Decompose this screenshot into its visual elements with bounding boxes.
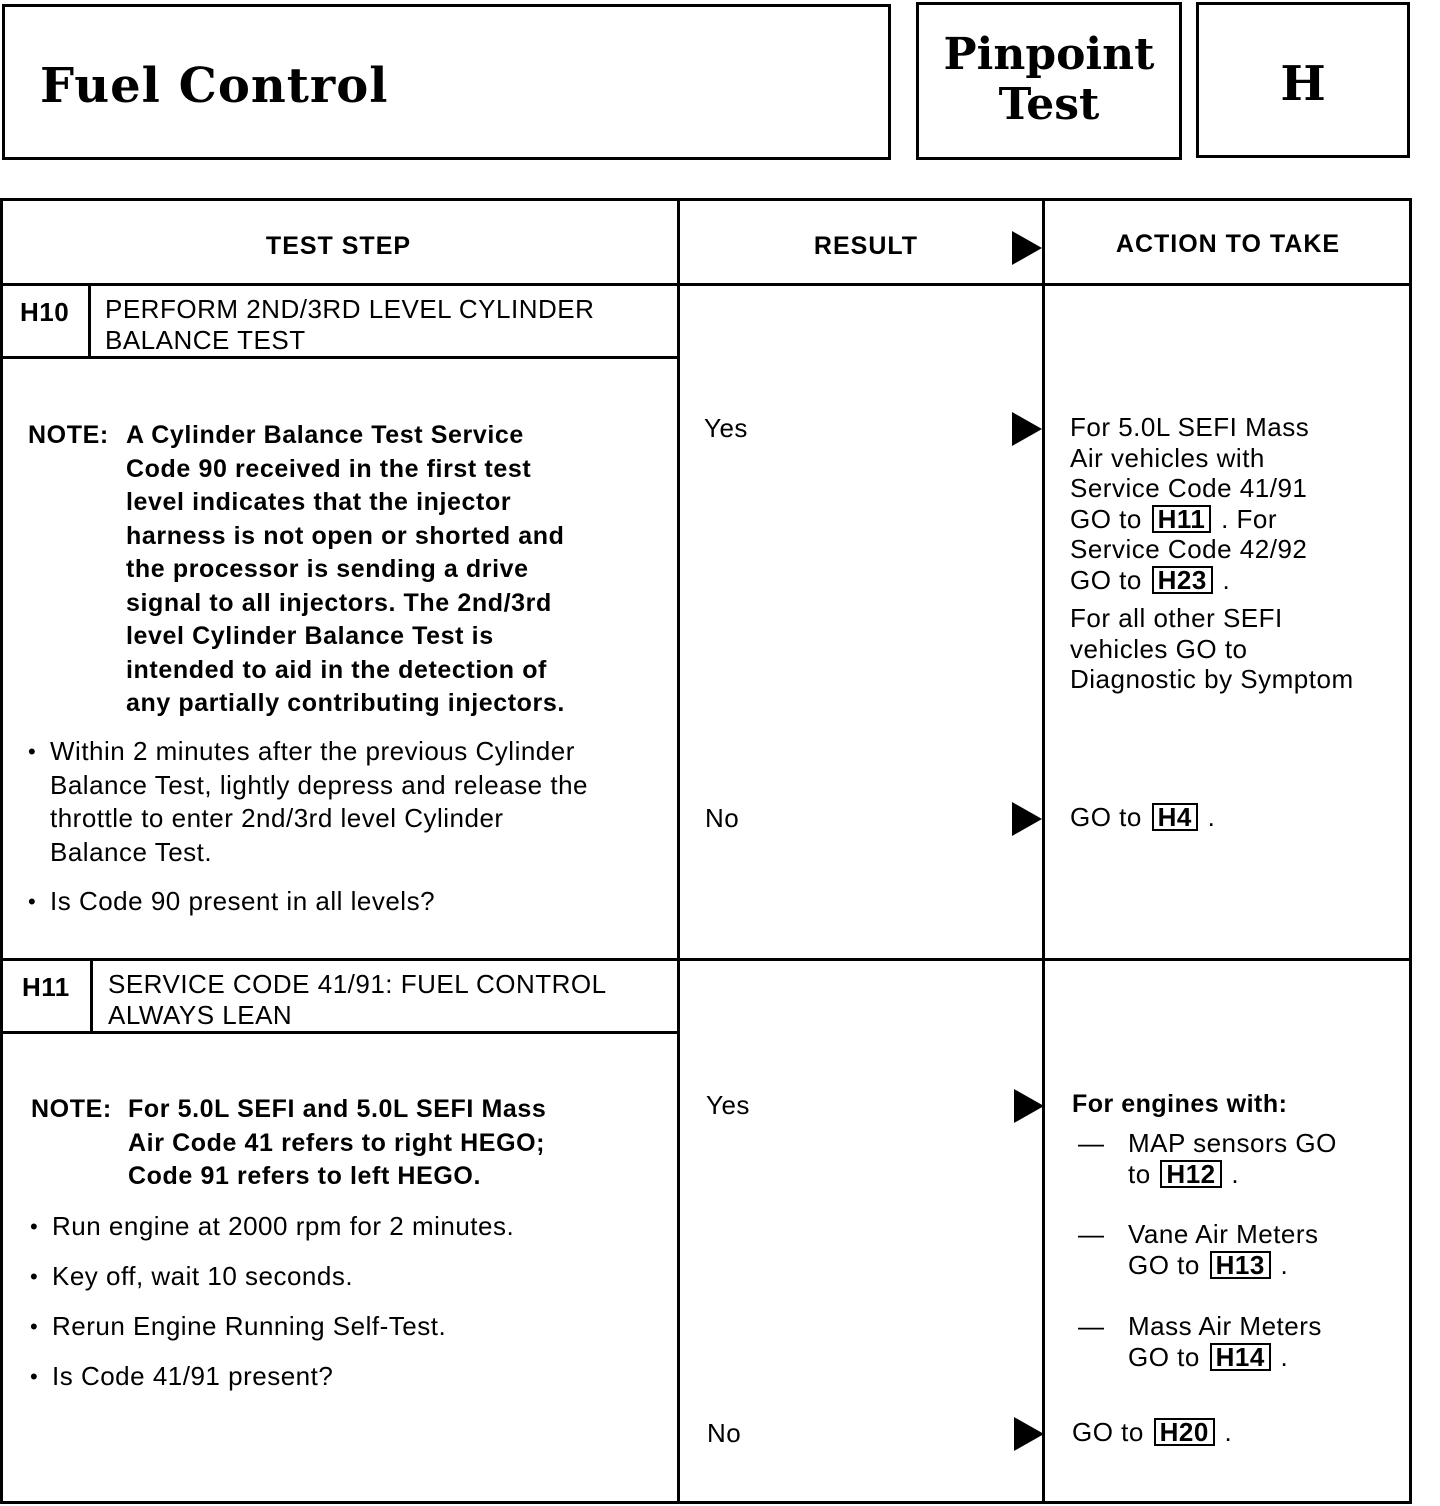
column-header-action: ACTION TO TAKE [1115, 230, 1341, 258]
h10-bullet-2-text: Is Code 90 present in all levels? [50, 886, 436, 916]
h10-yes-action-line: vehicles GO to [1070, 633, 1248, 664]
period-text: . [1222, 564, 1231, 595]
h10-note-text [126, 419, 565, 721]
go-to-text: GO to [1070, 564, 1142, 595]
h10-note-line: harness is not open or shorted and [126, 521, 565, 550]
h11-yes-action-item2 [1128, 1219, 1319, 1280]
h10-yes-action-line [1070, 565, 1354, 596]
bullet-icon: • [30, 1214, 39, 1239]
h11-yes-item3-line: Mass Air Meters [1128, 1311, 1322, 1341]
period-text: . [1231, 1158, 1240, 1189]
h11-yes-item3-line [1128, 1342, 1322, 1373]
header-arrow-icon [1012, 231, 1042, 265]
h11-yes-action-item3 [1128, 1311, 1322, 1372]
h11-bullet-text: Run engine at 2000 rpm for 2 minutes. [52, 1211, 515, 1241]
h11-title-line1: SERVICE CODE 41/91: FUEL CONTROL [108, 969, 607, 999]
dash-icon: — [1078, 1128, 1104, 1158]
h11-bullet-text: Rerun Engine Running Self-Test. [52, 1311, 447, 1341]
step-ref-h23[interactable]: H23 [1152, 566, 1213, 594]
dash-icon: — [1078, 1311, 1104, 1341]
bullet-icon: • [30, 1314, 39, 1339]
period-text: . [1280, 1341, 1289, 1372]
step-id-h10: H10 [20, 297, 70, 327]
h10-title-line2: BALANCE TEST [105, 325, 306, 355]
step-ref-h4[interactable]: H4 [1152, 803, 1198, 831]
h11-result-no: No [707, 1418, 742, 1448]
go-to-text: GO to [1128, 1249, 1200, 1280]
h10-yes-arrow-icon [1012, 412, 1042, 446]
h11-yes-item2-line: Vane Air Meters [1128, 1219, 1319, 1249]
h11-no-action [1072, 1417, 1232, 1448]
h10-yes-action-line: For all other SEFI [1070, 603, 1283, 633]
h10-note-line: Code 90 received in the first test [126, 454, 532, 483]
go-to-text: GO to [1128, 1341, 1200, 1372]
column-header-result: RESULT [813, 232, 919, 260]
h11-no-arrow-icon [1014, 1417, 1044, 1451]
h10-note-label: NOTE: [28, 421, 109, 449]
dash-icon: — [1078, 1219, 1104, 1249]
bullet-icon: • [30, 1364, 39, 1389]
h10-id-divider [88, 285, 91, 358]
col-divider-1 [677, 200, 680, 1502]
h11-bullet-text: Is Code 41/91 present? [52, 1361, 334, 1391]
for-text: . For [1221, 503, 1278, 534]
h11-note-line: For 5.0L SEFI and 5.0L SEFI Mass [128, 1095, 547, 1123]
h10-note-line: any partially contributing injectors. [126, 689, 565, 717]
h10-title-divider [2, 356, 677, 359]
h11-bullet [30, 1210, 515, 1244]
section-divider [2, 958, 1410, 961]
h10-bullet-1-line: Balance Test, lightly depress and release the [50, 769, 589, 800]
h11-bullet-text: Key off, wait 10 seconds. [52, 1261, 354, 1291]
h11-yes-item1-line: MAP sensors GO [1128, 1128, 1337, 1158]
pinpoint-label-line2: Test [998, 79, 1100, 130]
h10-result-yes: Yes [704, 413, 748, 443]
h10-bullet-1-line: Within 2 minutes after the previous Cylinder [50, 736, 575, 766]
h10-no-action [1070, 802, 1215, 833]
h10-bullet-1-line: Balance Test. [50, 836, 213, 867]
h11-bullet [30, 1260, 354, 1294]
h10-yes-action-line: Diagnostic by Symptom [1070, 664, 1354, 694]
h11-title-line2: ALWAYS LEAN [108, 1000, 293, 1030]
h11-title-divider [2, 1031, 677, 1034]
go-to-text: GO to [1070, 802, 1142, 832]
page-title: Fuel Control [40, 58, 389, 114]
h10-yes-action-line: For 5.0L SEFI Mass [1070, 412, 1310, 442]
go-to-text: GO to [1070, 503, 1142, 534]
header-row-divider [2, 283, 1410, 286]
pinpoint-test-label [916, 30, 1182, 130]
h11-note-line: Air Code 41 refers to right HEGO; [128, 1128, 546, 1157]
h11-bullet [30, 1310, 447, 1344]
step-ref-h20[interactable]: H20 [1154, 1418, 1215, 1446]
h10-note-line: the processor is sending a drive [126, 555, 529, 583]
h10-result-no: No [705, 803, 740, 833]
period-text: . [1224, 1417, 1233, 1447]
h11-yes-action-heading: For engines with: [1072, 1090, 1288, 1118]
h10-title-line1: PERFORM 2ND/3RD LEVEL CYLINDER [105, 294, 595, 324]
column-header-test-step: TEST STEP [265, 232, 412, 260]
bullet-icon: • [30, 1264, 39, 1289]
step-ref-h13[interactable]: H13 [1210, 1251, 1271, 1279]
step-id-h11: H11 [22, 972, 70, 1002]
period-text: . [1207, 802, 1216, 832]
h10-bullet-1-line: throttle to enter 2nd/3rd level Cylinder [50, 803, 504, 833]
h10-note-line: intended to aid in the detection of [126, 655, 547, 684]
h11-note-text [128, 1093, 546, 1194]
test-letter: H [1280, 56, 1326, 112]
h10-yes-action-line: Service Code 42/92 [1070, 534, 1308, 564]
to-text: to [1128, 1158, 1151, 1189]
bullet-icon: • [28, 889, 37, 914]
h11-yes-arrow-icon [1014, 1089, 1044, 1123]
h11-yes-item1-line [1128, 1159, 1337, 1190]
h10-yes-action-line: Service Code 41/91 [1070, 473, 1308, 503]
step-ref-h14[interactable]: H14 [1210, 1343, 1271, 1371]
h10-bullet-2 [28, 885, 436, 919]
h11-yes-item2-line [1128, 1250, 1319, 1281]
go-to-text: GO to [1072, 1417, 1144, 1447]
bullet-icon: • [28, 739, 37, 764]
h10-note-line: signal to all injectors. The 2nd/3rd [126, 588, 552, 617]
h11-id-divider [90, 961, 93, 1033]
h10-no-arrow-icon [1012, 802, 1042, 836]
h11-note-label: NOTE: [31, 1095, 112, 1123]
h11-yes-action-item1 [1128, 1128, 1337, 1189]
col-divider-2 [1042, 200, 1045, 1502]
h10-bullet-1 [28, 735, 589, 869]
h10-yes-action-line [1070, 504, 1354, 535]
h11-result-yes: Yes [706, 1090, 750, 1120]
step-ref-h12[interactable]: H12 [1160, 1160, 1221, 1188]
period-text: . [1280, 1249, 1289, 1280]
h10-yes-action [1070, 412, 1354, 695]
h11-bullet [30, 1360, 334, 1394]
h10-yes-action-line: Air vehicles with [1070, 442, 1265, 473]
step-ref-h11[interactable]: H11 [1152, 505, 1212, 533]
h10-note-line: A Cylinder Balance Test Service [126, 421, 524, 449]
h11-note-line: Code 91 refers to left HEGO. [128, 1162, 481, 1190]
h10-note-line: level Cylinder Balance Test is [126, 622, 494, 650]
h10-note-line: level indicates that the injector [126, 488, 512, 516]
pinpoint-label-line1: Pinpoint [943, 29, 1155, 80]
